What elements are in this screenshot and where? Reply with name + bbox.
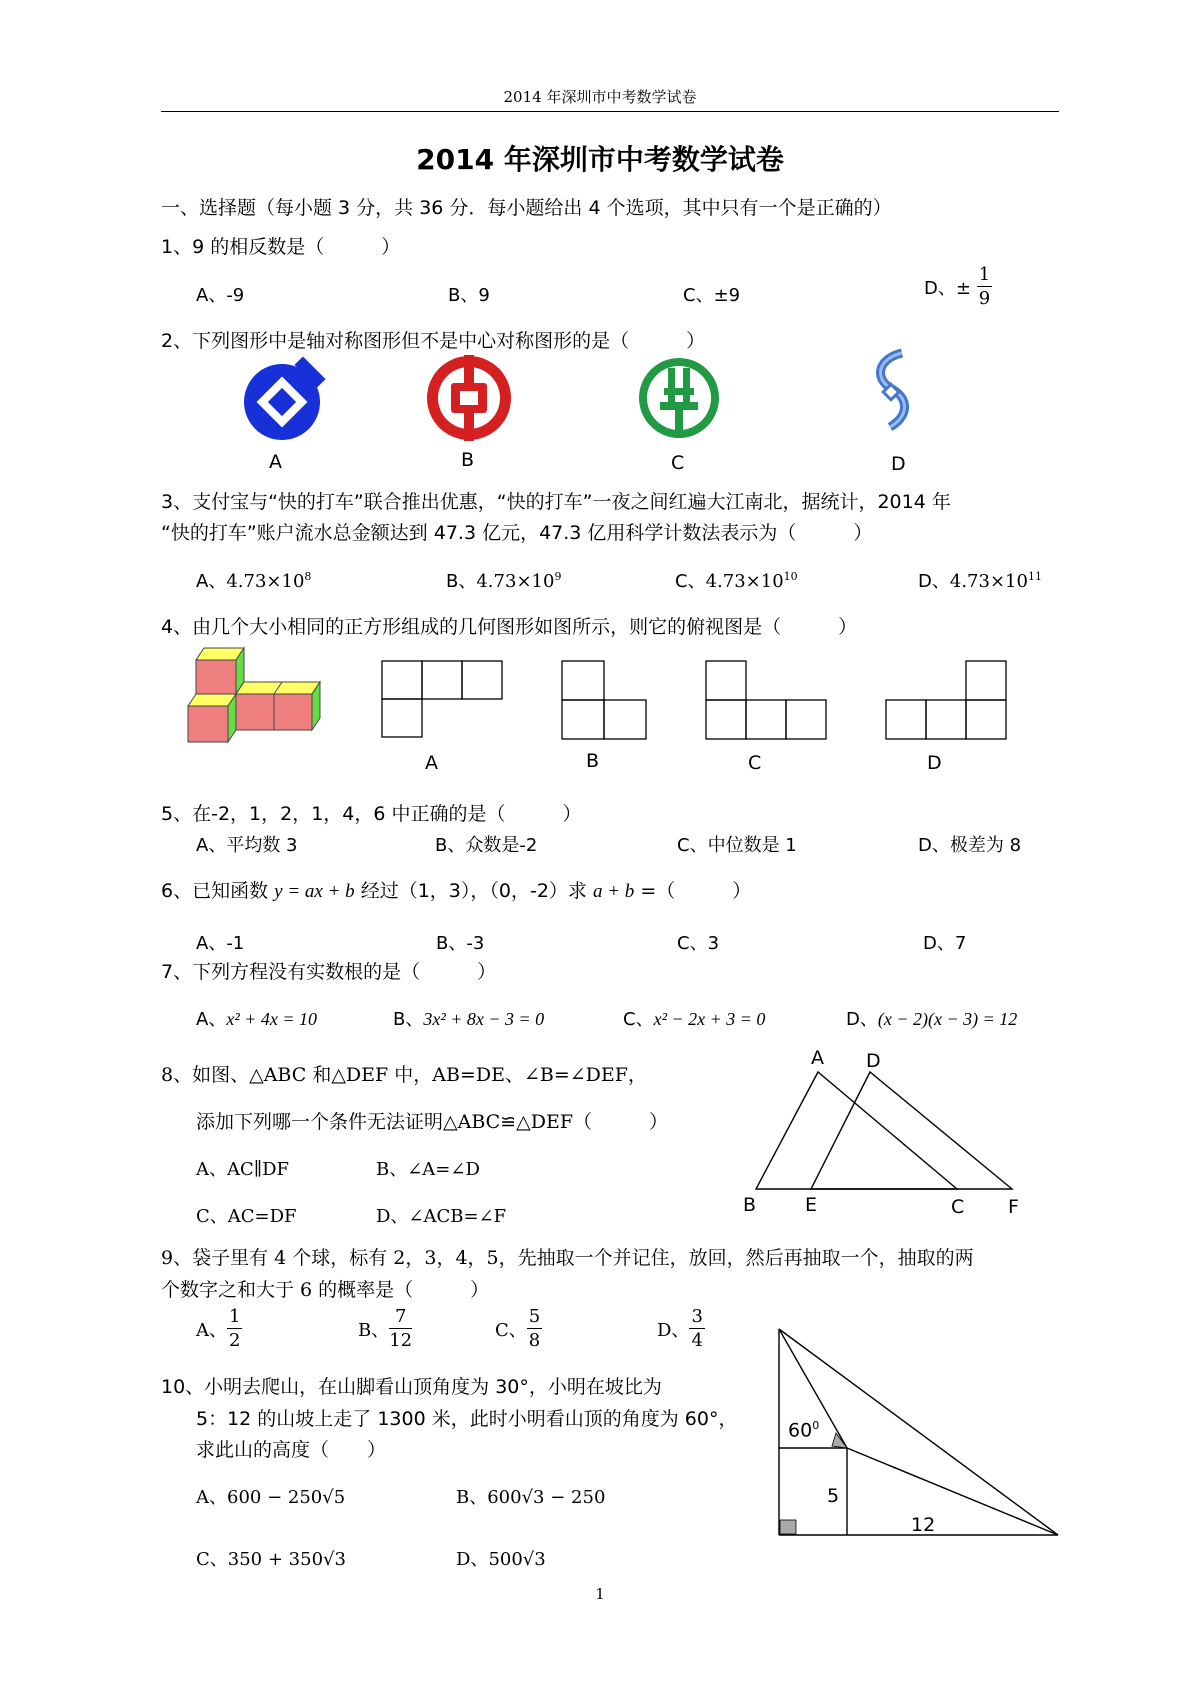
q8-label-d: D <box>866 1050 881 1072</box>
q10-option-a <box>196 1483 345 1509</box>
q4-label-a: A <box>425 752 438 774</box>
section-heading: 一、选择题（每小题 3 分，共 36 分．每小题给出 4 个选项，其中只有一个是正确的） <box>161 197 892 219</box>
q2-stem: 2、下列图形中是轴对称图形但不是中心对称图形的是（ ） <box>161 330 706 352</box>
option-prefix: C、 <box>675 571 706 592</box>
q6-option-b: B、-3 <box>436 933 485 954</box>
q8-stem-2: 添加下列哪一个条件无法证明△ABC≌△DEF（ ） <box>196 1111 669 1133</box>
option-equation: x² + 4x = 10 <box>226 1009 317 1029</box>
fraction-denominator: 8 <box>528 1330 541 1351</box>
option-prefix: D、 <box>456 1549 489 1570</box>
option-base: 4.73×10 <box>476 571 555 592</box>
header-rule <box>161 111 1059 112</box>
q4-stem: 4、由几个大小相同的正方形组成的几何图形如图所示，则它的俯视图是（ ） <box>161 616 858 638</box>
q6-stem-post: =（ ） <box>634 880 752 902</box>
option-prefix: C、 <box>495 1320 527 1341</box>
option-prefix: A、 <box>196 1320 227 1341</box>
q1-option-d-fraction <box>977 266 992 308</box>
q3-option-b <box>446 567 561 593</box>
q8-option-a: A、AC∥DF <box>196 1159 290 1180</box>
q3-option-c <box>675 567 798 593</box>
option-prefix: D、 <box>657 1320 690 1341</box>
q6-stem-mid: 经过（1，3），（0，-2）求 <box>354 880 593 902</box>
option-prefix: B、 <box>456 1487 488 1508</box>
option-exponent: 10 <box>783 570 798 583</box>
option-prefix: A、 <box>196 1487 227 1508</box>
q10-stem-line2: 5：12 的山坡上走了 1300 米，此时小明看山顶的角度为 60°， <box>196 1408 738 1430</box>
option-prefix: A、 <box>196 1009 227 1030</box>
q10-stem-line1: 10、小明去爬山，在山脚看山顶角度为 30°，小明在坡比为 <box>161 1376 662 1398</box>
q4-option-d-top-view <box>885 660 1011 742</box>
fraction-denominator: 12 <box>389 1330 413 1351</box>
option-fraction <box>527 1308 542 1350</box>
q4-cube-solid <box>186 640 326 745</box>
q8-triangles-figure <box>750 1040 1025 1200</box>
q7-option-c <box>623 1005 765 1031</box>
q2-logo-a-bank-of-communications <box>234 350 334 450</box>
q9-option-b <box>358 1308 412 1350</box>
option-fraction <box>689 1308 704 1350</box>
option-prefix: D、 <box>846 1009 878 1030</box>
q10-label-five: 5 <box>827 1485 840 1507</box>
q3-option-d <box>918 567 1042 593</box>
option-expression: 500√3 <box>488 1549 546 1570</box>
option-expression: 600 − 250√5 <box>227 1487 346 1508</box>
option-expression: 350 + 350√3 <box>227 1549 346 1570</box>
fraction-numerator: 3 <box>691 1306 703 1327</box>
q3-stem-line2: “快的打车”账户流水总金额达到 47.3 亿元，47.3 亿用科学计数法表示为（ ） <box>161 522 873 544</box>
q2-logo-d-s-shape <box>862 345 932 445</box>
q8-label-c: C <box>951 1196 965 1218</box>
option-prefix: B、 <box>446 571 477 592</box>
q8-option-b: B、∠A=∠D <box>376 1159 480 1180</box>
q7-option-b <box>393 1005 544 1031</box>
q1-option-a: A、-9 <box>196 285 245 306</box>
q5-option-c: C、中位数是 1 <box>677 835 797 856</box>
option-exponent: 9 <box>554 570 562 583</box>
option-base: 4.73×10 <box>949 571 1028 592</box>
q4-option-a-top-view <box>381 660 507 742</box>
q6-expression: a + b <box>592 881 635 902</box>
option-prefix: C、 <box>196 1549 228 1570</box>
q2-logo-b-bank-of-china <box>423 350 523 450</box>
option-prefix: B、 <box>358 1320 390 1341</box>
fraction-numerator: 5 <box>528 1306 541 1327</box>
fraction-numerator: 1 <box>978 264 991 285</box>
option-expression: 600√3 − 250 <box>487 1487 606 1508</box>
q8-option-c: C、AC=DF <box>196 1206 297 1227</box>
q10-stem-line3: 求此山的高度（ ） <box>196 1439 387 1461</box>
option-equation: (x − 2)(x − 3) = 12 <box>877 1009 1018 1029</box>
q6-stem <box>161 876 751 903</box>
q3-stem-line1: 3、支付宝与“快的打车”联合推出优惠，“快的打车”一夜之间红遍大江南北，据统计，2014 年 <box>161 491 951 513</box>
page-number: 1 <box>595 1585 605 1603</box>
angle-value: 60 <box>788 1419 813 1442</box>
q4-label-c: C <box>748 752 762 774</box>
q4-label-d: D <box>927 752 942 774</box>
q2-label-a: A <box>269 451 282 473</box>
fraction-numerator: 1 <box>229 1306 241 1327</box>
q5-stem: 5、在-2，1，2，1，4，6 中正确的是（ ） <box>161 803 582 825</box>
q6-stem-pre: 6、已知函数 <box>161 880 275 902</box>
q9-option-c <box>495 1308 542 1350</box>
option-base: 4.73×10 <box>705 571 784 592</box>
fraction-denominator: 2 <box>229 1330 241 1351</box>
q2-label-b: B <box>461 449 475 471</box>
q2-label-c: C <box>671 452 685 474</box>
q10-option-d <box>456 1545 546 1571</box>
fraction-numerator: 7 <box>389 1308 412 1329</box>
running-header: 2014 年深圳市中考数学试卷 <box>503 88 697 106</box>
q9-option-a <box>196 1308 242 1350</box>
q7-option-a <box>196 1005 317 1031</box>
page-title: 2014 年深圳市中考数学试卷 <box>416 143 784 176</box>
q8-label-a: A <box>811 1047 824 1069</box>
q3-option-a <box>196 567 311 593</box>
option-fraction <box>227 1308 242 1350</box>
q2-logo-c-agricultural-bank <box>633 350 733 450</box>
q1-stem: 1、9 的相反数是（ ） <box>161 236 401 258</box>
q4-label-b: B <box>586 750 600 772</box>
q9-stem-line2: 个数字之和大于 6 的概率是（ ） <box>161 1279 490 1301</box>
option-prefix: A、 <box>196 571 227 592</box>
q1-option-b: B、9 <box>448 285 490 306</box>
angle-superscript: 0 <box>812 1419 820 1432</box>
q8-label-f: F <box>1008 1196 1019 1218</box>
option-prefix: D、 <box>918 571 950 592</box>
q8-option-d: D、∠ACB=∠F <box>376 1206 507 1227</box>
q10-option-b <box>456 1483 605 1509</box>
q9-option-d <box>657 1308 705 1350</box>
q4-option-b-top-view <box>561 660 653 742</box>
q1-option-d-prefix: D、± <box>924 278 971 299</box>
option-prefix: C、 <box>623 1009 654 1030</box>
q6-option-c: C、3 <box>677 933 720 954</box>
q5-option-a: A、平均数 3 <box>196 835 298 856</box>
q7-option-d <box>846 1005 1017 1031</box>
option-prefix: B、 <box>393 1009 424 1030</box>
q8-stem: 8、如图、△ABC 和△DEF 中，AB=DE、∠B=∠DEF， <box>161 1064 647 1086</box>
q10-label-twelve: 12 <box>911 1514 936 1536</box>
q9-stem-line1: 9、袋子里有 4 个球，标有 2，3，4，5，先抽取一个并记住，放回，然后再抽取一个，抽取的两 <box>161 1247 974 1269</box>
q5-option-d: D、极差为 8 <box>918 835 1022 856</box>
q1-option-c: C、±9 <box>683 285 741 306</box>
q6-function: y = ax + b <box>274 881 355 902</box>
q8-label-b: B <box>743 1194 757 1216</box>
option-exponent: 11 <box>1027 570 1042 583</box>
option-equation: 3x² + 8x − 3 = 0 <box>423 1009 545 1029</box>
q10-angle-label <box>788 1419 819 1441</box>
option-exponent: 8 <box>304 570 312 583</box>
q1-option-d <box>924 266 992 308</box>
q6-option-a: A、-1 <box>196 933 245 954</box>
q2-label-d: D <box>891 453 906 475</box>
q8-label-e: E <box>805 1194 818 1216</box>
fraction-denominator: 4 <box>691 1330 703 1351</box>
option-base: 4.73×10 <box>226 571 305 592</box>
q4-option-c-top-view <box>705 660 831 742</box>
option-fraction <box>389 1308 412 1350</box>
fraction-denominator: 9 <box>978 288 991 309</box>
q7-stem: 7、下列方程没有实数根的是（ ） <box>161 961 497 983</box>
q10-option-c <box>196 1545 346 1571</box>
option-equation: x² − 2x + 3 = 0 <box>653 1009 766 1029</box>
q5-option-b: B、众数是-2 <box>435 835 538 856</box>
q6-option-d: D、7 <box>923 933 967 954</box>
